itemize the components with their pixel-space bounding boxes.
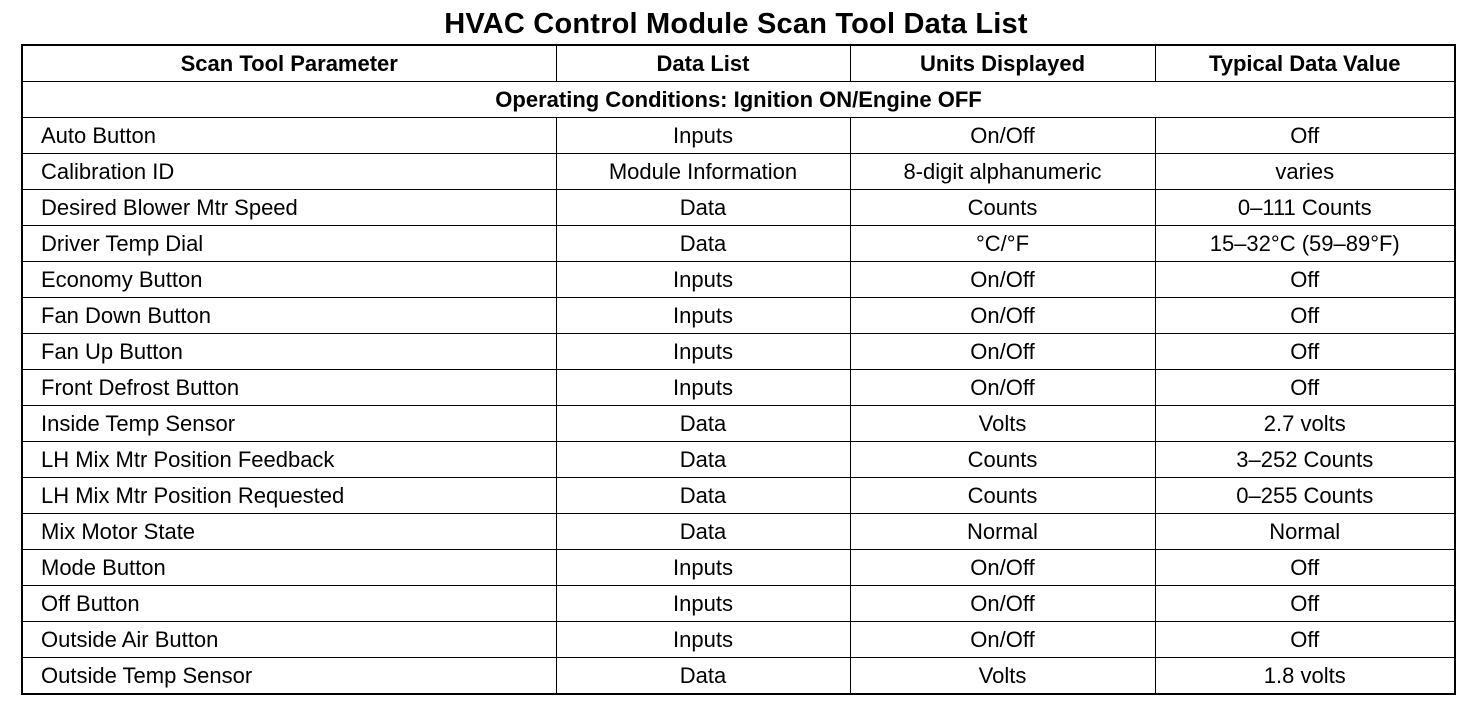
- units-cell: Counts: [850, 442, 1155, 478]
- parameter-cell: Outside Air Button: [22, 622, 556, 658]
- units-cell: On/Off: [850, 550, 1155, 586]
- units-cell: On/Off: [850, 586, 1155, 622]
- column-header-scan-tool-parameter: Scan Tool Parameter: [22, 45, 556, 82]
- units-cell: Counts: [850, 190, 1155, 226]
- data-list-cell: Data: [556, 514, 850, 550]
- typical-value-cell: Off: [1155, 118, 1455, 154]
- column-header-units-displayed: Units Displayed: [850, 45, 1155, 82]
- data-list-cell: Inputs: [556, 622, 850, 658]
- header-row: [22, 45, 1455, 82]
- parameter-cell: Front Defrost Button: [22, 370, 556, 406]
- units-cell: Counts: [850, 478, 1155, 514]
- units-cell: Normal: [850, 514, 1155, 550]
- table-row: [22, 550, 1455, 586]
- data-list-cell: Inputs: [556, 550, 850, 586]
- typical-value-cell: 0–255 Counts: [1155, 478, 1455, 514]
- typical-value-cell: Off: [1155, 622, 1455, 658]
- typical-value-cell: Off: [1155, 298, 1455, 334]
- page-title: HVAC Control Module Scan Tool Data List: [444, 8, 1028, 40]
- parameter-cell: Calibration ID: [22, 154, 556, 190]
- data-list-cell: Inputs: [556, 334, 850, 370]
- data-list-cell: Module Information: [556, 154, 850, 190]
- table-row: [22, 406, 1455, 442]
- typical-value-cell: Off: [1155, 370, 1455, 406]
- scan-tool-data-table: [21, 44, 1456, 695]
- typical-value-cell: Off: [1155, 262, 1455, 298]
- typical-value-cell: Off: [1155, 334, 1455, 370]
- typical-value-cell: 0–111 Counts: [1155, 190, 1455, 226]
- data-list-cell: Inputs: [556, 118, 850, 154]
- table-row: [22, 190, 1455, 226]
- parameter-cell: Fan Down Button: [22, 298, 556, 334]
- table-row: [22, 586, 1455, 622]
- data-list-cell: Data: [556, 226, 850, 262]
- data-list-cell: Data: [556, 406, 850, 442]
- data-list-cell: Data: [556, 442, 850, 478]
- parameter-cell: Fan Up Button: [22, 334, 556, 370]
- units-cell: Volts: [850, 406, 1155, 442]
- units-cell: On/Off: [850, 370, 1155, 406]
- typical-value-cell: Off: [1155, 550, 1455, 586]
- table-row: [22, 514, 1455, 550]
- data-list-cell: Data: [556, 658, 850, 695]
- table-row: [22, 262, 1455, 298]
- table-row: [22, 298, 1455, 334]
- table-row: [22, 442, 1455, 478]
- data-list-cell: Inputs: [556, 586, 850, 622]
- units-cell: On/Off: [850, 622, 1155, 658]
- table-row: [22, 370, 1455, 406]
- parameter-cell: LH Mix Mtr Position Feedback: [22, 442, 556, 478]
- data-list-cell: Inputs: [556, 262, 850, 298]
- typical-value-cell: 2.7 volts: [1155, 406, 1455, 442]
- typical-value-cell: Off: [1155, 586, 1455, 622]
- typical-value-cell: Normal: [1155, 514, 1455, 550]
- operating-conditions-label: Operating Conditions: Ignition ON/Engine OFF: [22, 82, 1455, 118]
- parameter-cell: Driver Temp Dial: [22, 226, 556, 262]
- parameter-cell: Inside Temp Sensor: [22, 406, 556, 442]
- parameter-cell: Mix Motor State: [22, 514, 556, 550]
- units-cell: °C/°F: [850, 226, 1155, 262]
- units-cell: On/Off: [850, 262, 1155, 298]
- table-row: [22, 658, 1455, 695]
- table-row: [22, 226, 1455, 262]
- data-list-cell: Inputs: [556, 298, 850, 334]
- units-cell: Volts: [850, 658, 1155, 695]
- parameter-cell: Desired Blower Mtr Speed: [22, 190, 556, 226]
- units-cell: On/Off: [850, 298, 1155, 334]
- units-cell: 8-digit alphanumeric: [850, 154, 1155, 190]
- table-row: [22, 334, 1455, 370]
- column-header-typical-data-value: Typical Data Value: [1155, 45, 1455, 82]
- typical-value-cell: 15–32°C (59–89°F): [1155, 226, 1455, 262]
- data-list-cell: Data: [556, 190, 850, 226]
- table-row: [22, 622, 1455, 658]
- parameter-cell: LH Mix Mtr Position Requested: [22, 478, 556, 514]
- table-row: [22, 478, 1455, 514]
- parameter-cell: Outside Temp Sensor: [22, 658, 556, 695]
- parameter-cell: Off Button: [22, 586, 556, 622]
- parameter-cell: Economy Button: [22, 262, 556, 298]
- parameter-cell: Mode Button: [22, 550, 556, 586]
- parameter-cell: Auto Button: [22, 118, 556, 154]
- table-row: [22, 118, 1455, 154]
- units-cell: On/Off: [850, 118, 1155, 154]
- typical-value-cell: 1.8 volts: [1155, 658, 1455, 695]
- table-row: [22, 154, 1455, 190]
- units-cell: On/Off: [850, 334, 1155, 370]
- typical-value-cell: 3–252 Counts: [1155, 442, 1455, 478]
- column-header-data-list: Data List: [556, 45, 850, 82]
- data-list-cell: Inputs: [556, 370, 850, 406]
- data-list-cell: Data: [556, 478, 850, 514]
- typical-value-cell: varies: [1155, 154, 1455, 190]
- section-row: [22, 82, 1455, 118]
